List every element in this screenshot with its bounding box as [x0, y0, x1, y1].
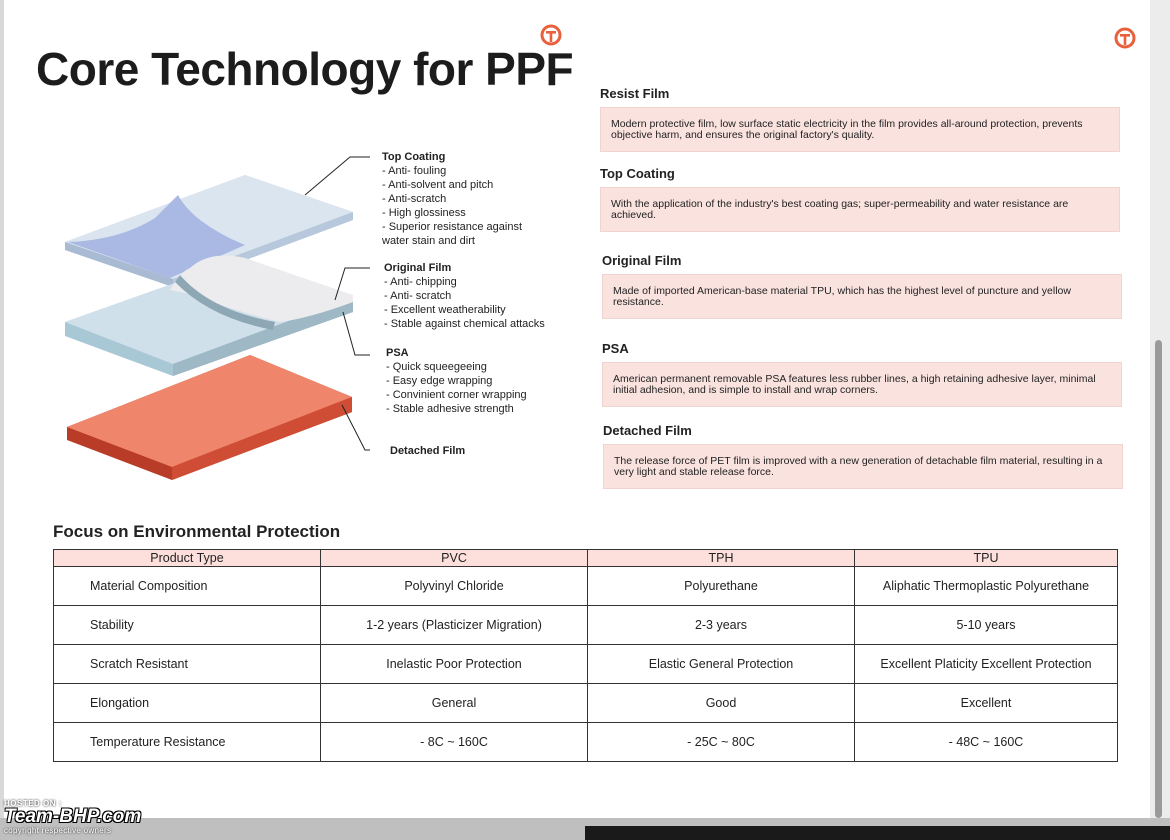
table-cell: Inelastic Poor Protection [321, 645, 588, 684]
layer-feature: water stain and dirt [382, 235, 475, 247]
section-heading: Original Film [602, 253, 682, 268]
layer-feature: - Anti- fouling [382, 165, 447, 177]
watermark [4, 799, 141, 835]
layer-label-psa [386, 346, 527, 416]
table-cell: Stability [54, 606, 321, 645]
table-header-cell: TPH [588, 550, 855, 567]
layer-title: Detached Film [390, 445, 466, 457]
table-header-cell: PVC [321, 550, 588, 567]
table-cell: Elongation [54, 684, 321, 723]
table-cell: Elastic General Protection [588, 645, 855, 684]
layer-feature: - Stable adhesive strength [386, 403, 514, 415]
table-cell: General [321, 684, 588, 723]
table-cell: Polyvinyl Chloride [321, 567, 588, 606]
page-title: Core Technology for PPF [36, 43, 574, 95]
section-heading: Top Coating [600, 166, 675, 181]
table-cell: Excellent [855, 684, 1118, 723]
layer-feature: - Anti-scratch [382, 193, 447, 205]
table-cell: Excellent Platicity Excellent Protection [855, 645, 1118, 684]
layer-feature: - Superior resistance against [382, 221, 523, 233]
layer-feature: - Stable against chemical attacks [384, 318, 545, 330]
layer-title: PSA [386, 347, 409, 359]
section-text: Made of imported American-base material TPU, which has the highest level of puncture and yellow resistance. [602, 274, 1122, 319]
layer-label-original-film [384, 261, 545, 331]
layer-feature: - Convinient corner wrapping [386, 389, 527, 401]
layer-label-top-coating [382, 150, 522, 248]
layer-title: Top Coating [382, 151, 446, 163]
watermark-brand: Team-BHP.com [4, 806, 142, 827]
section-text: The release force of PET film is improved with a new generation of detachable film material, resulting in a very light and stable release force. [603, 444, 1123, 489]
layer-feature: - Quick squeegeeing [386, 361, 487, 373]
section-original-film [602, 253, 1122, 319]
table-cell: 5-10 years [855, 606, 1118, 645]
original-film-layer [65, 256, 353, 376]
section-text: Modern protective film, low surface static electricity in the film provides all-around protection, prevents objective harm, and ensures the original factory's quality. [600, 107, 1120, 152]
watermark-copyright: copyright respective owners [4, 826, 112, 835]
section-heading: PSA [602, 341, 629, 356]
table-row [54, 606, 1118, 645]
table-header-cell: Product Type [54, 550, 321, 567]
table-cell: Temperature Resistance [54, 723, 321, 762]
layer-feature: - Excellent weatherability [384, 304, 506, 316]
layer-label-detached-film [390, 444, 465, 458]
section-heading: Resist Film [600, 86, 670, 101]
section-heading: Detached Film [603, 423, 692, 438]
table-row [54, 684, 1118, 723]
layer-title: Original Film [384, 262, 452, 274]
section-detached-film [603, 423, 1123, 489]
table-cell: 1-2 years (Plasticizer Migration) [321, 606, 588, 645]
table-cell: 2-3 years [588, 606, 855, 645]
section-text: With the application of the industry's best coating gas; super-permeability and water resistance are achieved. [600, 187, 1120, 232]
scrollbar-thumb[interactable] [1155, 340, 1162, 818]
table-header-cell: TPU [855, 550, 1118, 567]
table-cell: - 8C ~ 160C [321, 723, 588, 762]
layer-diagram [60, 150, 370, 490]
brand-logo-icon [1114, 27, 1136, 49]
layer-feature: - Anti- scratch [384, 290, 452, 302]
bottom-dark-strip [585, 826, 1170, 840]
section-psa [602, 341, 1122, 407]
table-cell: - 48C ~ 160C [855, 723, 1118, 762]
layer-feature: - Easy edge wrapping [386, 375, 493, 387]
psa-layer [67, 355, 352, 480]
table-cell: Good [588, 684, 855, 723]
table-cell: Scratch Resistant [54, 645, 321, 684]
section-text: American permanent removable PSA features less rubber lines, a high retaining adhesive layer, minimal initial adhesion, and is simple to install and wrap corners. [602, 362, 1122, 407]
table-row [54, 645, 1118, 684]
layer-feature: - Anti-solvent and pitch [382, 179, 494, 191]
table-row [54, 567, 1118, 606]
table-cell: - 25C ~ 80C [588, 723, 855, 762]
table-row [54, 723, 1118, 762]
layer-feature: - Anti- chipping [384, 276, 457, 288]
table-cell: Material Composition [54, 567, 321, 606]
watermark-hosted: HOSTED ON : [4, 799, 62, 808]
table-header-row [54, 550, 1118, 567]
comparison-table [53, 549, 1118, 762]
section-top-coating [600, 166, 1120, 232]
table-cell: Aliphatic Thermoplastic Polyurethane [855, 567, 1118, 606]
layer-feature: - High glossiness [382, 207, 466, 219]
table-cell: Polyurethane [588, 567, 855, 606]
env-title: Focus on Environmental Protection [53, 522, 341, 541]
section-resist-film [600, 86, 1120, 152]
